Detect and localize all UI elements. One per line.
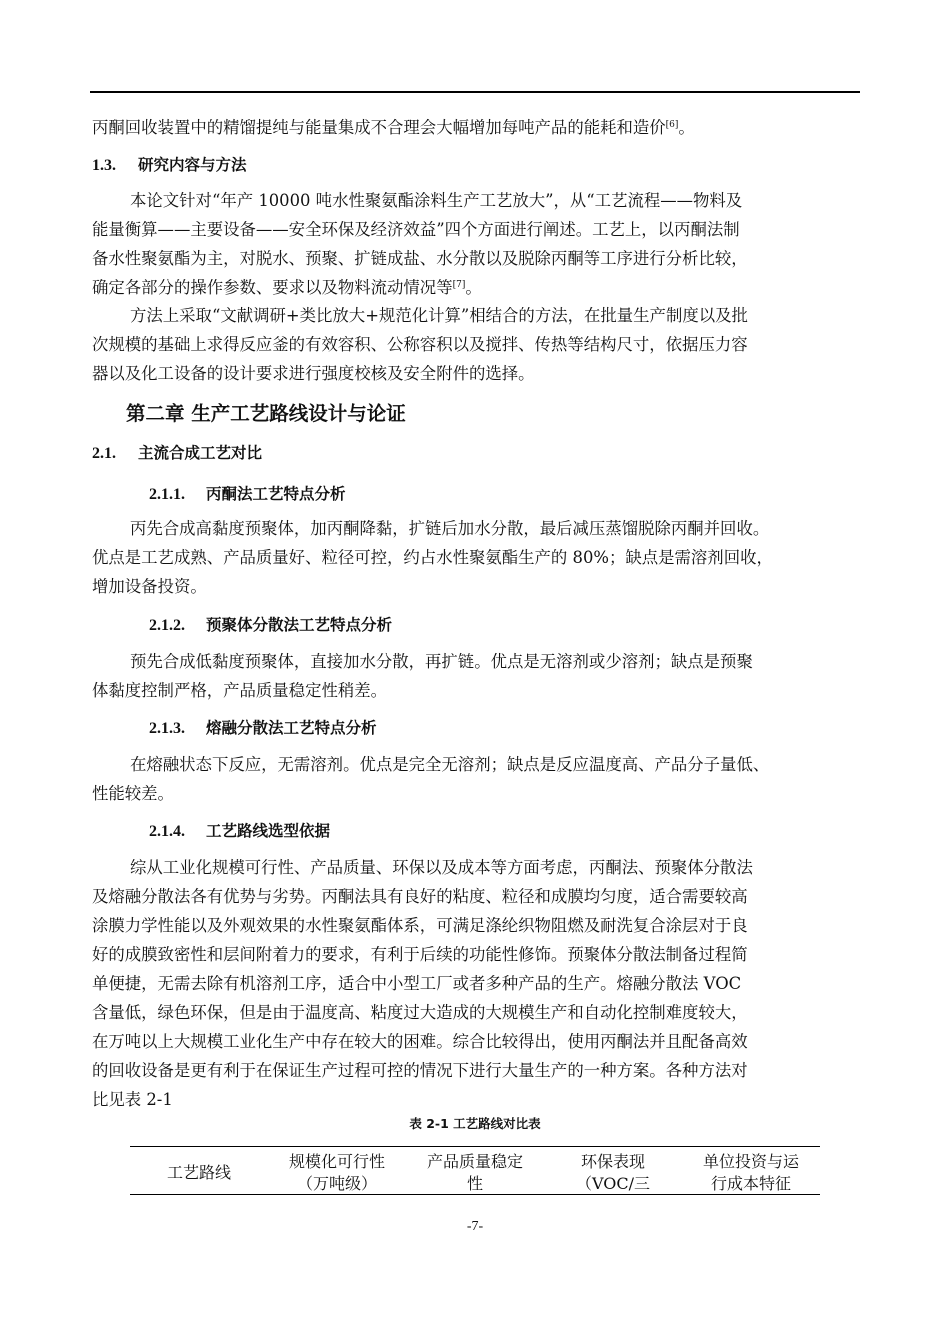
table-header-route: 工艺路线 [166,1163,231,1182]
paragraph-prepolymer-process: 预先合成低黏度预聚体，直接加水分散，再扩链。优点是无溶剂或少溶剂；缺点是预聚 体黏度控制严格，产品质量稳定性稍差。 [92,652,753,700]
paragraph-route-selection: 综从工业化规模可行性、产品质量、环保以及成本等方面考虑，丙酮法、预聚体分散法 及熔融分散法各有优势与劣势。丙酮法具有良好的粘度、粒径和成膜均匀度，适合需要较高 涂膜力学性能以及外观效果的水性聚氨酯体系，可满足涤纶织物阻燃及耐洗复合涂层对于良 好的成膜致密性和层间附着力的要求，有利于后续的功能性修饰。预聚体分散法制备过程简 单便捷，无需去除有机溶剂工序，适合中小型工厂或者多种产品的生产。熔融分散法 VOC 含量低，绿色环保，但是由于温度高、粘度过大造成的大规模生产和自动化控制难度较大， 在万吨以上大规模工业化生产中存在较大的困难。综合比较得出，使用丙酮法并且配备高效 的回收设备是更有利于在保证生产过程可控的情况下进行大量生产的一种方案。各种方法对 比见表 2-1 [92,858,753,1109]
section-heading-2-1-3: 2.1.3. 熔融分散法工艺特点分析 [149,719,377,737]
header-rule [90,91,860,93]
paragraph-research-content: 本论文针对“年产 10000 吨水性聚氨酯涂料生产工艺放大”，从“工艺流程——物料及 能量衡算——主要设备——安全环保及经济效益”四个方面进行阐述。工艺上，以丙酮法制 备水性聚氨酯为主，对脱水、预聚、扩链成盐、水分散以及脱除丙酮等工序进行分析比较， 确定各部分的操作参数、要求以及物料流动情况等[7]。 [92,191,748,297]
section-heading-2-1-2: 2.1.2. 预聚体分散法工艺特点分析 [149,616,393,634]
chapter-title: 第二章 生产工艺路线设计与论证 [126,402,406,425]
section-heading-1-3: 1.3. 研究内容与方法 [92,156,247,174]
table-header-cost: 单位投资与运 行成本特征 [702,1152,799,1193]
table-header-scalability: 规模化可行性 （万吨级） [288,1152,385,1193]
table-header-quality-stability: 产品质量稳定 性 [426,1152,523,1193]
page-number: -7- [466,1219,484,1234]
table-header-environmental: 环保表现 （VOC/三 [575,1152,651,1193]
table-header-rule [130,1194,820,1195]
section-heading-2-1-4: 2.1.4. 工艺路线选型依据 [149,822,331,840]
intro-paragraph-tail: 丙酮回收装置中的精馏提纯与能量集成不合理会大幅增加每吨产品的能耗和造价[6]。 [92,118,695,137]
paragraph-methods: 方法上采取“文献调研+类比放大+规范化计算”相结合的方法，在批量生产制度以及批 次规模的基础上求得反应釜的有效容积、公称容积以及搅拌、传热等结构尺寸，依据压力容 器以及化工设备的设计要求进行强度校核及安全附件的选择。 [92,306,748,383]
table-caption: 表 2-1 工艺路线对比表 [409,1116,541,1131]
section-heading-2-1-1: 2.1.1. 丙酮法工艺特点分析 [149,485,346,503]
paragraph-acetone-process: 丙先合成高黏度预聚体，加丙酮降黏，扩链后加水分散，最后减压蒸馏脱除丙酮并回收。 优点是工艺成熟、产品质量好、粒径可控，约占水性聚氨酯生产的 80%；缺点是需溶剂回收， 增加设备投资。 [92,519,773,596]
paragraph-melt-process: 在熔融状态下反应，无需溶剂。优点是完全无溶剂；缺点是反应温度高、产品分子量低、 性能较差。 [92,755,770,803]
table-top-rule [130,1146,820,1147]
section-heading-2-1: 2.1. 主流合成工艺对比 [92,444,263,462]
